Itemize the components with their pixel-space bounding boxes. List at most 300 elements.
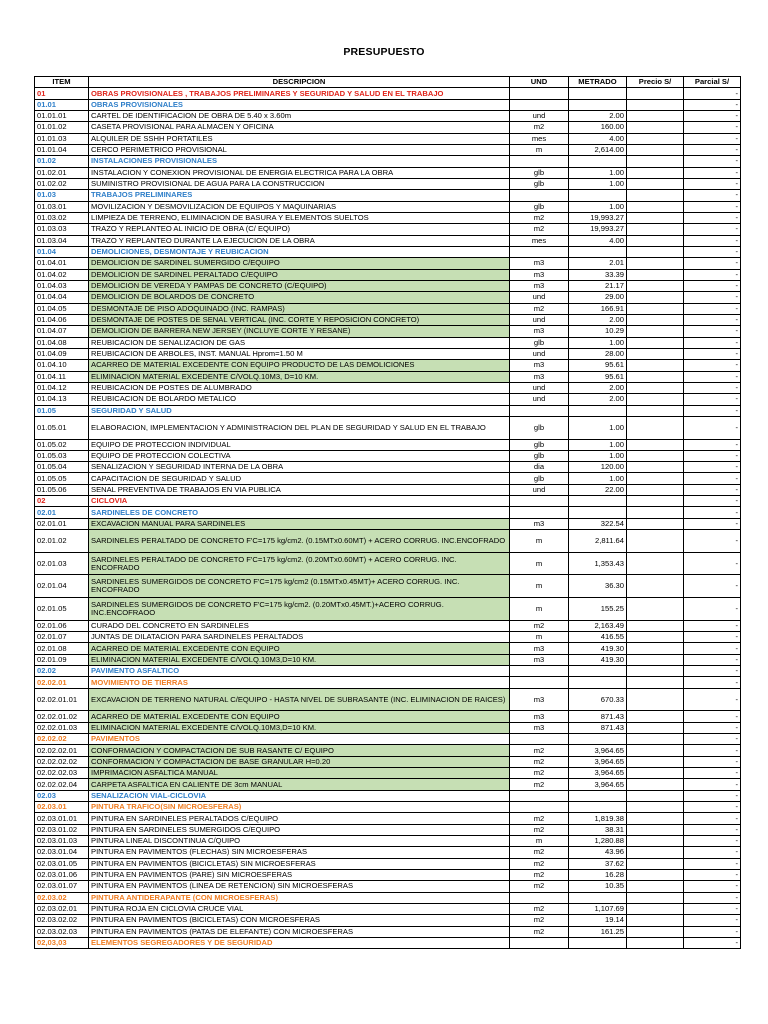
cell-precio [627,847,684,858]
table-row[interactable] [35,382,741,393]
cell-metrado: 1.00 [569,167,627,178]
cell-und: m2 [510,824,569,835]
cell-precio [627,473,684,484]
table-row[interactable] [35,416,741,439]
cell-item: 01.04.03 [35,280,89,291]
cell-descripcion: PINTURA EN PAVIMENTOS (BICICLETAS) SIN MICROESFERAS [89,858,510,869]
table-row[interactable] [35,269,741,280]
cell-precio [627,892,684,903]
col-header-precio[interactable]: Precio S/ [627,77,684,88]
cell-descripcion: DEMOLICIONES, DESMONTAJE Y REUBICACION [89,246,510,257]
cell-item: 01.03.02 [35,212,89,223]
table-row[interactable] [35,496,741,507]
table-row[interactable] [35,835,741,846]
cell-descripcion: ELEMENTOS SEGREGADORES Y DE SEGURIDAD [89,937,510,948]
cell-precio [627,110,684,121]
cell-und: und [510,394,569,405]
cell-item: 01.03 [35,190,89,201]
table-row[interactable] [35,790,741,801]
cell-parcial: - [684,382,741,393]
cell-metrado: 2,614.00 [569,144,627,155]
cell-precio [627,598,684,621]
cell-und [510,496,569,507]
cell-item: 01.01.01 [35,110,89,121]
table-row[interactable] [35,371,741,382]
cell-precio [627,779,684,790]
cell-descripcion: ELIMINACION MATERIAL EXCEDENTE C/VOLQ.10M3,D=10 KM. [89,722,510,733]
cell-item: 01.05.02 [35,439,89,450]
table-row[interactable] [35,156,741,167]
cell-precio [627,666,684,677]
cell-precio [627,292,684,303]
cell-item: 01.02 [35,156,89,167]
cell-parcial: - [684,462,741,473]
cell-parcial: - [684,654,741,665]
table-row[interactable] [35,133,741,144]
cell-und: glb [510,167,569,178]
cell-precio [627,405,684,416]
cell-precio [627,280,684,291]
cell-und: m [510,530,569,553]
cell-item: 01.01 [35,99,89,110]
cell-metrado [569,507,627,518]
cell-und: dia [510,462,569,473]
table-row[interactable] [35,258,741,269]
cell-item: 01.03.03 [35,224,89,235]
cell-parcial: - [684,144,741,155]
cell-precio [627,915,684,926]
cell-descripcion: REUBICACION DE SENALIZACION DE GAS [89,337,510,348]
cell-metrado: 21.17 [569,280,627,291]
table-row[interactable] [35,722,741,733]
table-row[interactable] [35,711,741,722]
cell-und [510,246,569,257]
cell-item: 01.05 [35,405,89,416]
cell-descripcion: DEMOLICION DE VEREDA Y PAMPAS DE CONCRETO (C/EQUIPO) [89,280,510,291]
cell-parcial: - [684,212,741,223]
table-row[interactable] [35,235,741,246]
cell-item: 01.04.09 [35,348,89,359]
table-row[interactable] [35,881,741,892]
cell-descripcion: REUBICACION DE POSTES DE ALUMBRADO [89,382,510,393]
table-row[interactable] [35,201,741,212]
cell-parcial: - [684,813,741,824]
cell-metrado: 670.33 [569,688,627,711]
table-row[interactable] [35,937,741,948]
table-row[interactable] [35,802,741,813]
cell-precio [627,869,684,880]
cell-metrado: 1,280.88 [569,835,627,846]
cell-metrado: 2,163.49 [569,620,627,631]
table-row[interactable] [35,779,741,790]
cell-metrado: 1,107.69 [569,903,627,914]
cell-descripcion: ELIMINACION MATERIAL EXCEDENTE C/VOLQ.10M3,D=10 KM. [89,654,510,665]
cell-item: 02.03.02.03 [35,926,89,937]
col-header-und[interactable]: UND [510,77,569,88]
table-row[interactable] [35,246,741,257]
cell-descripcion: TRAZO Y REPLANTEO DURANTE LA EJECUCION DE LA OBRA [89,235,510,246]
cell-und: und [510,382,569,393]
cell-descripcion: CICLOVIA [89,496,510,507]
cell-metrado: 2.00 [569,314,627,325]
cell-metrado: 37.62 [569,858,627,869]
cell-precio [627,813,684,824]
table-row[interactable] [35,858,741,869]
cell-parcial: - [684,99,741,110]
cell-und: m2 [510,847,569,858]
cell-metrado: 161.25 [569,926,627,937]
table-row[interactable] [35,847,741,858]
cell-descripcion: ELABORACION, IMPLEMENTACION Y ADMINISTRACION DEL PLAN DE SEGURIDAD Y SALUD EN EL TRABAJO [89,416,510,439]
cell-precio [627,201,684,212]
cell-descripcion: EQUIPO DE PROTECCION INDIVIDUAL [89,439,510,450]
cell-item: 01.05.06 [35,484,89,495]
cell-descripcion: SARDINELES PERALTADO DE CONCRETO F'C=175 kg/cm2. (0.15MTx0.60MT) + ACERO CORRUG. INC.ENCOFRADO [89,530,510,553]
table-row[interactable] [35,405,741,416]
cell-item: 02.01.08 [35,643,89,654]
cell-descripcion: ALQUILER DE SSHH PORTATILES [89,133,510,144]
table-row[interactable] [35,450,741,461]
cell-parcial: - [684,496,741,507]
cell-precio [627,643,684,654]
cell-precio [627,133,684,144]
table-row[interactable] [35,734,741,745]
cell-metrado: 3,964.65 [569,745,627,756]
cell-item: 01.02.02 [35,178,89,189]
table-row[interactable] [35,462,741,473]
col-header-descripcion[interactable]: DESCRIPCION [89,77,510,88]
col-header-parcial[interactable]: Parcial S/ [684,77,741,88]
cell-und: m3 [510,371,569,382]
table-row[interactable] [35,314,741,325]
cell-descripcion: EXCAVACION DE TERRENO NATURAL C/EQUIPO - HASTA NIVEL DE SUBRASANTE (INC. ELIMINACION DE RAICES) [89,688,510,711]
cell-descripcion: EXCAVACION MANUAL PARA SARDINELES [89,518,510,529]
cell-item: 02.01.07 [35,632,89,643]
cell-parcial: - [684,133,741,144]
table-row[interactable] [35,926,741,937]
cell-precio [627,518,684,529]
cell-item: 01.05.01 [35,416,89,439]
cell-metrado [569,190,627,201]
cell-descripcion: PAVIMENTOS [89,734,510,745]
cell-metrado: 2.00 [569,110,627,121]
cell-metrado: 4.00 [569,133,627,144]
cell-descripcion: TRABAJOS PRELIMINARES [89,190,510,201]
cell-und: m2 [510,768,569,779]
cell-metrado: 16.28 [569,869,627,880]
cell-precio [627,575,684,598]
cell-metrado: 1.00 [569,450,627,461]
cell-item: 02.02.02.01 [35,745,89,756]
cell-descripcion: SEGURIDAD Y SALUD [89,405,510,416]
cell-precio [627,835,684,846]
cell-descripcion: SENALIZACION Y SEGURIDAD INTERNA DE LA OBRA [89,462,510,473]
table-row[interactable] [35,632,741,643]
table-row[interactable] [35,178,741,189]
cell-metrado: 95.61 [569,360,627,371]
cell-metrado: 1,819.38 [569,813,627,824]
cell-metrado: 1.00 [569,337,627,348]
cell-metrado: 1.00 [569,416,627,439]
cell-descripcion: CARPETA ASFALTICA EN CALIENTE DE 3cm MANUAL [89,779,510,790]
cell-descripcion: SARDINELES SUMERGIDOS DE CONCRETO F'C=175 kg/cm2. (0.20MTx0.45MT.)+ACERO CORRUG. INC.ENCOFRAOO [89,598,510,621]
table-row[interactable] [35,824,741,835]
cell-und [510,802,569,813]
cell-descripcion: DEMOLICION DE BARRERA NEW JERSEY (INCLUYE CORTE Y RESANE) [89,326,510,337]
cell-und: m2 [510,813,569,824]
cell-metrado: 33.39 [569,269,627,280]
cell-und: m2 [510,858,569,869]
table-row[interactable] [35,439,741,450]
table-row[interactable] [35,643,741,654]
cell-precio [627,937,684,948]
cell-descripcion: MOVILIZACION Y DESMOVILIZACION DE EQUIPOS Y MAQUINARIAS [89,201,510,212]
cell-und: m2 [510,881,569,892]
cell-parcial: - [684,790,741,801]
cell-metrado: 419.30 [569,643,627,654]
cell-und: m3 [510,643,569,654]
table-row[interactable] [35,552,741,575]
cell-und: und [510,110,569,121]
cell-und: m2 [510,620,569,631]
cell-item: 02.03.01.05 [35,858,89,869]
cell-item: 01.02.01 [35,167,89,178]
cell-descripcion: CERCO PERIMETRICO PROVISIONAL [89,144,510,155]
cell-descripcion: SENALIZACION VIAL-CICLOVIA [89,790,510,801]
cell-und: und [510,292,569,303]
cell-parcial: - [684,156,741,167]
table-row[interactable] [35,518,741,529]
cell-descripcion: CAPACITACION DE SEGURIDAD Y SALUD [89,473,510,484]
col-header-item[interactable]: ITEM [35,77,89,88]
table-row[interactable] [35,337,741,348]
table-row[interactable] [35,122,741,133]
cell-precio [627,756,684,767]
table-row[interactable] [35,654,741,665]
cell-und: m3 [510,722,569,733]
table-row[interactable] [35,620,741,631]
cell-und [510,190,569,201]
cell-und [510,405,569,416]
table-row[interactable] [35,99,741,110]
cell-und: m [510,598,569,621]
cell-item: 02.02.02.03 [35,768,89,779]
cell-parcial: - [684,688,741,711]
table-row[interactable] [35,212,741,223]
cell-precio [627,688,684,711]
cell-und [510,937,569,948]
cell-und: m3 [510,360,569,371]
cell-parcial: - [684,314,741,325]
page-title: PRESUPUESTO [343,46,425,58]
cell-descripcion: ACARREO DE MATERIAL EXCEDENTE CON EQUIPO [89,711,510,722]
cell-item: 02.01.09 [35,654,89,665]
cell-parcial: - [684,269,741,280]
cell-metrado [569,892,627,903]
table-row[interactable] [35,530,741,553]
cell-und: glb [510,450,569,461]
cell-und [510,156,569,167]
cell-precio [627,881,684,892]
cell-item: 01.04.08 [35,337,89,348]
table-row[interactable] [35,756,741,767]
cell-metrado: 1.00 [569,178,627,189]
cell-descripcion: SUMINISTRO PROVISIONAL DE AGUA PARA LA CONSTRUCCION [89,178,510,189]
cell-precio [627,212,684,223]
cell-und: glb [510,201,569,212]
table-row[interactable] [35,915,741,926]
cell-parcial: - [684,937,741,948]
cell-parcial: - [684,246,741,257]
cell-descripcion: DEMOLICION DE SARDINEL PERALTADO C/EQUIPO [89,269,510,280]
table-row[interactable] [35,892,741,903]
table-row[interactable] [35,88,741,99]
cell-precio [627,303,684,314]
table-row[interactable] [35,666,741,677]
cell-descripcion: PINTURA EN PAVIMENTOS (PARE) SIN MICROESFERAS [89,869,510,880]
cell-und [510,507,569,518]
table-row[interactable] [35,768,741,779]
table-row[interactable] [35,303,741,314]
cell-descripcion: PAVIMENTO ASFALTICO [89,666,510,677]
cell-item: 01.01.02 [35,122,89,133]
table-row[interactable] [35,473,741,484]
cell-precio [627,394,684,405]
cell-metrado: 22.00 [569,484,627,495]
table-row[interactable] [35,280,741,291]
cell-parcial: - [684,903,741,914]
table-row[interactable] [35,903,741,914]
cell-parcial: - [684,224,741,235]
cell-precio [627,224,684,235]
table-row[interactable] [35,360,741,371]
cell-parcial: - [684,666,741,677]
table-row[interactable] [35,394,741,405]
table-row[interactable] [35,688,741,711]
table-row[interactable] [35,348,741,359]
cell-metrado: 19.14 [569,915,627,926]
table-row[interactable] [35,869,741,880]
cell-descripcion: OBRAS PROVISIONALES , TRABAJOS PRELIMINARES Y SEGURIDAD Y SALUD EN EL TRABAJO [89,88,510,99]
cell-parcial: - [684,892,741,903]
cell-descripcion: MOVIMIENTO DE TIERRAS [89,677,510,688]
cell-parcial: - [684,110,741,121]
table-row[interactable] [35,575,741,598]
cell-parcial: - [684,779,741,790]
cell-und: m [510,632,569,643]
cell-descripcion: SARDINELES SUMERGIDOS DE CONCRETO F'C=175 kg/cm2 (0.15MTx0.45MT)+ ACERO CORRUG. INC. ENCOFRADO [89,575,510,598]
cell-und [510,892,569,903]
cell-und: glb [510,416,569,439]
col-header-metrado[interactable]: METRADO [569,77,627,88]
cell-item: 02.03.01.04 [35,847,89,858]
cell-parcial: - [684,915,741,926]
cell-item: 02.02.02.04 [35,779,89,790]
cell-metrado: 160.00 [569,122,627,133]
cell-und: glb [510,178,569,189]
cell-parcial: - [684,360,741,371]
cell-descripcion: DEMOLICION DE SARDINEL SUMERGIDO C/EQUIPO [89,258,510,269]
table-row[interactable] [35,813,741,824]
cell-precio [627,722,684,733]
cell-metrado: 1.00 [569,473,627,484]
cell-precio [627,337,684,348]
cell-precio [627,484,684,495]
table-row[interactable] [35,144,741,155]
table-row[interactable] [35,326,741,337]
table-row[interactable] [35,484,741,495]
cell-und [510,99,569,110]
cell-descripcion: CURADO DEL CONCRETO EN SARDINELES [89,620,510,631]
cell-und: glb [510,473,569,484]
cell-item: 02.01.01 [35,518,89,529]
cell-metrado [569,666,627,677]
table-body [35,88,741,949]
cell-metrado [569,937,627,948]
table-row[interactable] [35,677,741,688]
table-header-row [35,77,741,88]
table-row[interactable] [35,292,741,303]
table-row[interactable] [35,110,741,121]
cell-item: 02.02.01.01 [35,688,89,711]
cell-descripcion: ELIMINACION MATERIAL EXCEDENTE C/VOLQ.10M3, D=10 KM. [89,371,510,382]
cell-metrado: 2.00 [569,382,627,393]
cell-und: m3 [510,518,569,529]
cell-item: 01.04.13 [35,394,89,405]
table-row[interactable] [35,745,741,756]
table-row[interactable] [35,224,741,235]
table-row[interactable] [35,507,741,518]
table-row[interactable] [35,598,741,621]
cell-parcial: - [684,598,741,621]
cell-metrado [569,802,627,813]
table-row[interactable] [35,167,741,178]
cell-parcial: - [684,394,741,405]
cell-und: und [510,348,569,359]
cell-precio [627,314,684,325]
cell-parcial: - [684,858,741,869]
cell-precio [627,99,684,110]
cell-item: 01.04.02 [35,269,89,280]
cell-und: glb [510,337,569,348]
cell-metrado: 3,964.65 [569,768,627,779]
cell-metrado: 19,993.27 [569,224,627,235]
cell-descripcion: REUBICACION DE ARBOLES, INST. MANUAL Hprom=1.50 M [89,348,510,359]
cell-item: 02.03.01.06 [35,869,89,880]
cell-metrado: 2.00 [569,394,627,405]
cell-parcial: - [684,711,741,722]
cell-metrado: 3,964.65 [569,756,627,767]
cell-parcial: - [684,835,741,846]
cell-und: m2 [510,303,569,314]
cell-metrado: 10.29 [569,326,627,337]
cell-descripcion: SARDINELES DE CONCRETO [89,507,510,518]
cell-und: m2 [510,869,569,880]
cell-descripcion: JUNTAS DE DILATACION PARA SARDINELES PERALTADOS [89,632,510,643]
cell-und: m3 [510,269,569,280]
budget-table [34,76,741,949]
cell-und: m2 [510,926,569,937]
cell-parcial: - [684,371,741,382]
cell-item: 01.04.07 [35,326,89,337]
cell-item: 01.05.04 [35,462,89,473]
cell-item: 02.03.01.02 [35,824,89,835]
cell-item: 01.03.01 [35,201,89,212]
cell-metrado: 43.96 [569,847,627,858]
cell-precio [627,167,684,178]
table-row[interactable] [35,190,741,201]
cell-parcial: - [684,802,741,813]
